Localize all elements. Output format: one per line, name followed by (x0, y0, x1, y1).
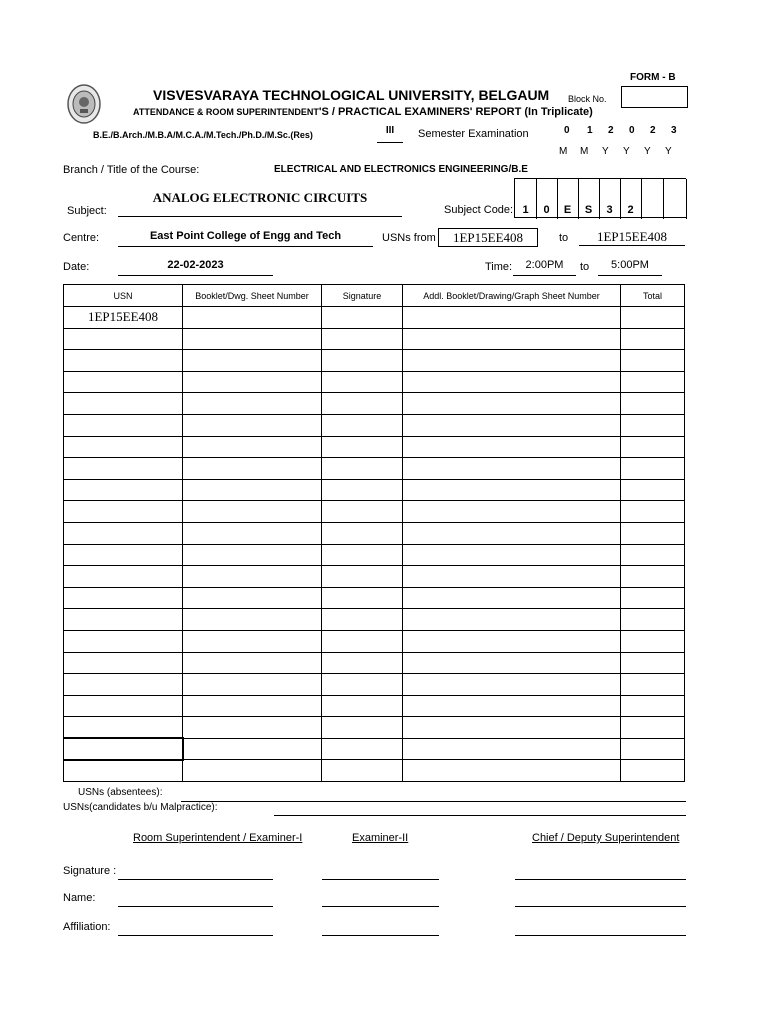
table-cell[interactable] (403, 717, 621, 739)
table-cell[interactable] (183, 544, 322, 566)
table-cell[interactable] (403, 652, 621, 674)
table-cell[interactable] (322, 479, 403, 501)
month-year-digit: 2 (650, 125, 656, 136)
report-title-part-2: 'S / (318, 106, 338, 118)
legend-letter: M (559, 146, 568, 157)
name-line-chief[interactable] (515, 906, 686, 907)
table-cell[interactable] (64, 630, 183, 652)
month-year-digit: 0 (629, 125, 635, 136)
branch-label: Branch / Title of the Course: (63, 164, 200, 176)
table-cell[interactable] (322, 566, 403, 588)
subject-code-digit: 3 (599, 179, 621, 219)
table-cell[interactable] (322, 436, 403, 458)
table-cell[interactable] (64, 328, 183, 350)
time-from-field[interactable] (513, 259, 576, 276)
column-header-booklet: Booklet/Dwg. Sheet Number (183, 285, 322, 307)
university-seal-icon (66, 83, 102, 125)
table-cell[interactable] (64, 544, 183, 566)
table-cell[interactable] (64, 587, 183, 609)
form-id: FORM - B (630, 72, 676, 83)
table-cell[interactable] (403, 630, 621, 652)
table-row (64, 717, 685, 739)
month-year-digit: 2 (608, 125, 614, 136)
name-label: Name: (63, 892, 96, 904)
date-field[interactable] (118, 259, 273, 276)
column-header-total: Total (621, 285, 685, 307)
usns-to-label: to (559, 232, 569, 244)
table-row (64, 760, 685, 782)
attendance-table (63, 284, 685, 782)
table-cell[interactable] (183, 501, 322, 523)
table-cell[interactable] (183, 350, 322, 372)
table-cell[interactable] (64, 566, 183, 588)
table-cell[interactable] (183, 587, 322, 609)
table-cell[interactable] (183, 566, 322, 588)
table-cell[interactable] (64, 501, 183, 523)
examiner-1-heading: Room Superintendent / Examiner-I (133, 832, 303, 844)
table-cell[interactable] (183, 436, 322, 458)
table-cell[interactable] (621, 436, 685, 458)
subject-code-digit: 2 (620, 179, 642, 219)
table-cell[interactable] (64, 674, 183, 696)
table-row (64, 566, 685, 588)
signature-label: Signature : (63, 865, 117, 877)
table-cell[interactable] (621, 371, 685, 393)
table-cell[interactable] (183, 674, 322, 696)
table-cell[interactable] (183, 717, 322, 739)
table-row (64, 307, 685, 329)
table-cell[interactable] (403, 371, 621, 393)
table-cell[interactable] (403, 414, 621, 436)
subject-code-digit (663, 179, 687, 219)
examiner-2-heading: Examiner-II (352, 832, 409, 844)
usns-from-field[interactable] (438, 228, 538, 247)
degrees-list: B.E./B.Arch./M.B.A/M.C.A./M.Tech./Ph.D./M.Sc.(Res) (93, 130, 313, 140)
table-cell[interactable] (621, 414, 685, 436)
chief-superintendent-heading: Chief / Deputy Superintendent (532, 832, 680, 844)
malpractice-line[interactable] (274, 815, 686, 816)
table-cell[interactable] (621, 501, 685, 523)
table-row (64, 587, 685, 609)
table-cell[interactable] (403, 393, 621, 415)
time-to-label: to (580, 261, 590, 273)
table-cell[interactable] (64, 458, 183, 480)
column-header-addl-booklet: Addl. Booklet/Drawing/Graph Sheet Number (403, 285, 621, 307)
table-cell[interactable] (621, 393, 685, 415)
table-cell[interactable] (621, 307, 685, 329)
table-cell[interactable] (322, 501, 403, 523)
table-cell[interactable] (403, 436, 621, 458)
table-cell[interactable] (322, 414, 403, 436)
subject-code-digit: E (557, 179, 579, 219)
legend-letter: Y (644, 146, 651, 157)
table-row (64, 328, 685, 350)
table-cell[interactable] (322, 760, 403, 782)
report-title (133, 106, 593, 118)
time-label: Time: (485, 261, 513, 273)
semester-value: III (377, 125, 403, 143)
table-cell[interactable] (183, 307, 322, 329)
table-row (64, 479, 685, 501)
table-cell[interactable] (621, 630, 685, 652)
usns-from-label: USNs from (382, 232, 436, 244)
usns-to-field[interactable] (579, 228, 685, 246)
table-cell[interactable] (183, 630, 322, 652)
table-cell[interactable] (183, 652, 322, 674)
table-cell[interactable] (621, 674, 685, 696)
date-label: Date: (63, 261, 90, 273)
table-cell[interactable] (322, 307, 403, 329)
table-cell[interactable] (64, 738, 183, 760)
table-cell[interactable] (403, 479, 621, 501)
table-cell[interactable] (322, 609, 403, 631)
table-cell[interactable] (322, 717, 403, 739)
table-row (64, 436, 685, 458)
table-row (64, 371, 685, 393)
legend-letter: M (580, 146, 589, 157)
legend-letter: Y (602, 146, 609, 157)
table-cell[interactable] (322, 350, 403, 372)
table-row (64, 738, 685, 760)
affiliation-line-chief[interactable] (515, 935, 686, 936)
table-cell[interactable] (183, 458, 322, 480)
semester-label: Semester Examination (418, 128, 529, 140)
table-cell[interactable] (621, 609, 685, 631)
table-cell[interactable] (403, 738, 621, 760)
table-cell[interactable] (64, 609, 183, 631)
table-cell[interactable] (621, 328, 685, 350)
month-year-digit: 3 (671, 125, 677, 136)
time-to-field[interactable] (598, 259, 662, 276)
table-cell[interactable] (621, 717, 685, 739)
report-title-part-1: ATTENDANCE & ROOM SUPERINTENDENT (133, 107, 319, 117)
time-from-value: 2:00PM (525, 259, 564, 271)
table-cell[interactable] (621, 479, 685, 501)
absentees-line[interactable] (181, 801, 686, 802)
table-cell[interactable] (322, 328, 403, 350)
table-cell[interactable] (403, 350, 621, 372)
column-header-signature: Signature (322, 285, 403, 307)
absentees-label: USNs (absentees): (78, 787, 163, 798)
table-cell[interactable] (621, 566, 685, 588)
month-year-digits (556, 125, 686, 139)
table-cell[interactable] (621, 544, 685, 566)
table-cell[interactable] (403, 501, 621, 523)
table-cell[interactable] (64, 371, 183, 393)
centre-value: East Point College of Engg and Tech (149, 230, 342, 242)
subject-label: Subject: (67, 205, 107, 217)
table-row (64, 674, 685, 696)
table-cell[interactable] (64, 414, 183, 436)
table-row (64, 414, 685, 436)
table-row (64, 350, 685, 372)
signature-line-chief[interactable] (515, 879, 686, 880)
report-title-part-4: (In Triplicate) (521, 106, 593, 118)
signature-line-examiner-1[interactable] (118, 879, 273, 880)
table-cell[interactable] (322, 458, 403, 480)
table-cell[interactable] (403, 695, 621, 717)
subject-code-digit: 1 (515, 179, 537, 219)
table-cell[interactable] (64, 350, 183, 372)
table-body (64, 307, 685, 782)
malpractice-label: USNs(candidates b/u Malpractice): (63, 802, 218, 813)
table-cell[interactable] (183, 522, 322, 544)
affiliation-line-examiner-1[interactable] (118, 935, 273, 936)
table-row (64, 544, 685, 566)
university-name: VISVESVARAYA TECHNOLOGICAL UNIVERSITY, BELGAUM (153, 87, 550, 103)
subject-code-digit (641, 179, 664, 219)
table-cell[interactable] (621, 738, 685, 760)
table-cell[interactable] (621, 522, 685, 544)
table-cell[interactable] (621, 695, 685, 717)
table-cell[interactable] (64, 479, 183, 501)
table-cell[interactable] (403, 544, 621, 566)
table-cell[interactable] (621, 587, 685, 609)
table-cell[interactable] (64, 522, 183, 544)
table-cell[interactable] (403, 522, 621, 544)
table-cell[interactable] (183, 738, 322, 760)
table-cell[interactable] (322, 522, 403, 544)
table-cell[interactable] (403, 674, 621, 696)
subject-code-label: Subject Code: (444, 204, 514, 216)
block-no-field[interactable] (621, 86, 688, 108)
subject-code-digit: 0 (536, 179, 558, 219)
table-cell[interactable] (64, 436, 183, 458)
table-cell[interactable] (64, 717, 183, 739)
table-cell[interactable] (322, 674, 403, 696)
table-cell[interactable] (64, 695, 183, 717)
table-cell[interactable] (64, 652, 183, 674)
table-cell[interactable] (183, 479, 322, 501)
table-cell[interactable] (403, 566, 621, 588)
legend-letter: Y (665, 146, 672, 157)
centre-field[interactable] (118, 230, 373, 247)
month-year-legend (556, 146, 686, 160)
affiliation-label: Affiliation: (63, 921, 111, 933)
table-cell[interactable] (322, 544, 403, 566)
table-cell[interactable] (621, 458, 685, 480)
name-line-examiner-1[interactable] (118, 906, 273, 907)
table-cell[interactable] (183, 414, 322, 436)
table-cell[interactable] (322, 695, 403, 717)
table-cell[interactable] (183, 609, 322, 631)
table-cell[interactable] (322, 630, 403, 652)
table-cell[interactable] (621, 350, 685, 372)
table-cell[interactable] (322, 738, 403, 760)
signature-line-examiner-2[interactable] (322, 879, 439, 880)
table-row (64, 695, 685, 717)
table-cell[interactable] (64, 393, 183, 415)
column-header-usn: USN (64, 285, 183, 307)
subject-code-digit: S (578, 179, 600, 219)
table-cell[interactable] (64, 760, 183, 782)
legend-letter: Y (623, 146, 630, 157)
report-title-part-3: PRACTICAL EXAMINERS' REPORT (337, 106, 522, 118)
table-cell[interactable] (183, 328, 322, 350)
table-cell[interactable] (183, 371, 322, 393)
table-cell[interactable]: 1EP15EE408 (64, 307, 183, 329)
table-cell[interactable] (403, 609, 621, 631)
table-cell[interactable] (403, 328, 621, 350)
usns-from-value: 1EP15EE408 (452, 230, 524, 245)
table-cell[interactable] (183, 393, 322, 415)
month-year-digit: 0 (564, 125, 570, 136)
block-no-label: Block No. (568, 94, 607, 104)
table-cell[interactable] (183, 695, 322, 717)
table-header-row (64, 285, 685, 307)
subject-value: ANALOG ELECTRONIC CIRCUITS (152, 190, 368, 205)
affiliation-line-examiner-2[interactable] (322, 935, 439, 936)
subject-field[interactable] (118, 190, 402, 217)
time-to-value: 5:00PM (611, 259, 649, 271)
table-cell[interactable] (403, 587, 621, 609)
table-row (64, 609, 685, 631)
branch-value: ELECTRICAL AND ELECTRONICS ENGINEERING/B.E (274, 164, 528, 175)
table-cell[interactable] (322, 587, 403, 609)
table-row (64, 652, 685, 674)
usns-to-value: 1EP15EE408 (596, 229, 668, 244)
month-year-digit: 1 (587, 125, 593, 136)
date-value: 22-02-2023 (167, 259, 224, 271)
table-row (64, 630, 685, 652)
table-cell[interactable] (322, 371, 403, 393)
table-cell[interactable] (621, 760, 685, 782)
name-line-examiner-2[interactable] (322, 906, 439, 907)
table-cell[interactable] (322, 652, 403, 674)
table-cell[interactable] (403, 458, 621, 480)
table-row (64, 393, 685, 415)
table-cell[interactable] (621, 652, 685, 674)
subject-code-boxes[interactable] (514, 178, 686, 218)
centre-label: Centre: (63, 232, 100, 244)
table-cell[interactable] (322, 393, 403, 415)
table-row (64, 522, 685, 544)
table-row (64, 458, 685, 480)
table-cell[interactable] (183, 760, 322, 782)
table-row (64, 501, 685, 523)
table-cell[interactable] (403, 760, 621, 782)
table-cell[interactable] (403, 307, 621, 329)
